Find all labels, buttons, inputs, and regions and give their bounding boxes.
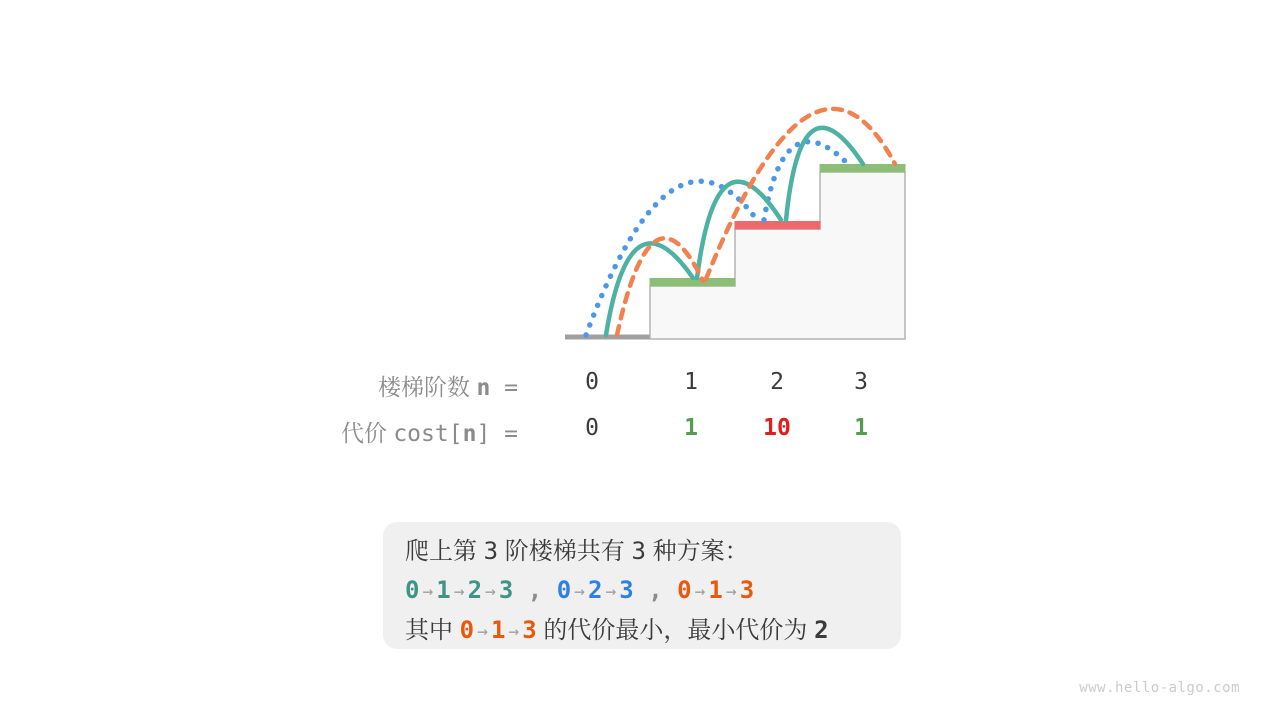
note-line-paths: 0 → 1 → 2 → 3 , 0 → 2 → 3 , 0 → 1 → 3 bbox=[405, 576, 755, 604]
cost-label: 代价 cost[n] = bbox=[340, 420, 518, 447]
note-line-plan-count: 爬上第 3 阶楼梯共有 3 种方案： bbox=[405, 537, 749, 565]
stair-n-value-2: 2 bbox=[770, 369, 784, 395]
ground-line bbox=[565, 335, 653, 340]
note-line-min-cost: 其中 0 → 1 → 3 的代价最小，最小代价为 2 bbox=[405, 616, 829, 644]
cost-value-2: 10 bbox=[763, 415, 791, 441]
stair-n-value-0: 0 bbox=[585, 369, 599, 395]
stair-count-label: 楼梯阶数 n = bbox=[378, 374, 518, 401]
stair-n-value-1: 1 bbox=[684, 369, 698, 395]
cost-value-3: 1 bbox=[854, 415, 868, 441]
watermark: www.hello-algo.com bbox=[1079, 680, 1240, 696]
cost-value-0: 0 bbox=[585, 415, 599, 441]
step2-edge-red bbox=[735, 221, 821, 230]
note-box bbox=[383, 522, 901, 649]
stair-n-value-3: 3 bbox=[854, 369, 868, 395]
cost-value-1: 1 bbox=[684, 415, 698, 441]
